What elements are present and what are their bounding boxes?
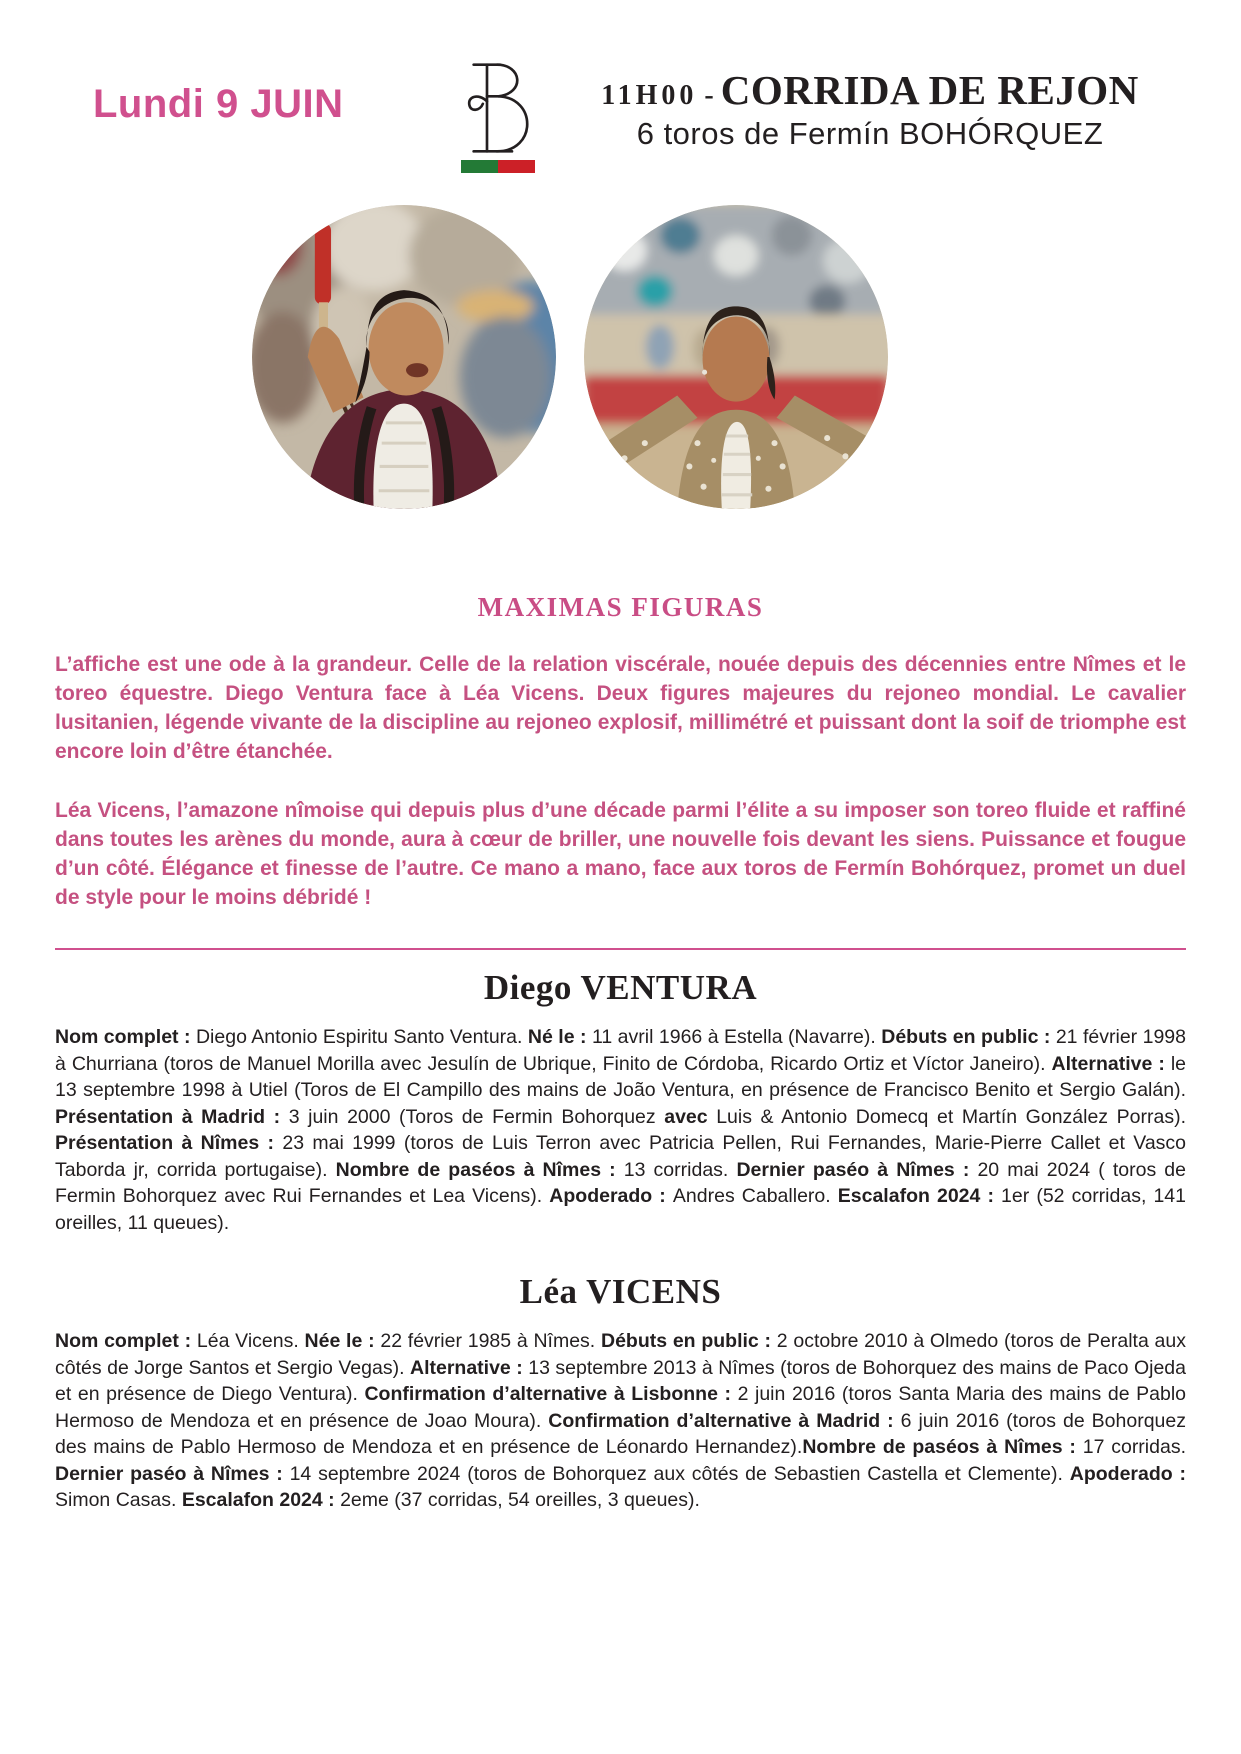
torero-photos [252, 205, 888, 509]
intro-paragraph-1: L’affiche est une ode à la grandeur. Celle de la relation viscérale, nouée depuis des décennies entre Nîmes et le toreo équestre. Diego Ventura face à Léa Vicens. Deux figures majeures du rejoneo mondial. Le cavalier lusitanien, légende vivante de la discipline au rejoneo explosif, millimétré et puissant dont la soif de triomphe est encore loin d’être étanchée. [55, 653, 1186, 763]
flag-red-half [498, 160, 535, 173]
event-subtitle: 6 toros de Fermín BOHÓRQUEZ [636, 116, 1104, 151]
photo-lea-vicens [584, 205, 888, 509]
event-date: Lundi 9 JUIN [93, 82, 344, 126]
intro-paragraph-2: Léa Vicens, l’amazone nîmoise qui depuis plus d’une décade parmi l’élite a su imposer son toreo fluide et raffiné dans toutes les arènes du monde, aura à cœur de briller, une nouvelle fois devant les siens. Puissance et fougue d’un côté. Élégance et finesse de l’autre. Ce mano a mano, face aux toros de Fermín Bohórquez, promet un duel de style pour le moins débridé ! [55, 799, 1186, 909]
bio-name-lea-vicens: Léa VICENS [519, 1272, 722, 1311]
event-title-block [560, 66, 1180, 152]
section-divider [55, 948, 1186, 950]
bohorquez-brand-icon [452, 58, 547, 158]
bio-paragraph-lea-vicens: Nom complet : Léa Vicens. Née le : 22 février 1985 à Nîmes. Débuts en public : 2 octobre 2010 à Olmedo (toros de Peralta aux côtés de Jorge Santos et Sergio Vegas). Alternative : 13 septembre 2013 à Nîmes (toros de Bohorquez des mains de Paco Ojeda et en présence de Diego Ventura). Confirmation d’alternative à Lisbonne : 2 juin 2016 (toros Santa Maria des mains de Pablo Hermoso de Mendoza et en présence de Joao Moura). Confirmation d’alternative à Madrid : 6 juin 2016 (toros de Bohorquez des mains de Pablo Hermoso de Mendoza et en présence de Léonardo Hernandez).Nombre de paséos à Nîmes : 17 corridas. Dernier paséo à Nîmes : 14 septembre 2024 (toros de Bohorquez aux côtés de Sebastien Castella et Clemente). Apoderado : Simon Casas. Escalafon 2024 : 2eme (37 corridas, 54 oreilles, 3 queues). [55, 1330, 1186, 1511]
bio-name-diego-ventura: Diego VENTURA [483, 968, 758, 1007]
ganaderia-flag [461, 160, 535, 173]
bio-paragraph-diego-ventura: Nom complet : Diego Antonio Espiritu Santo Ventura. Né le : 11 avril 1966 à Estella (Navarre). Débuts en public : 21 février 1998 à Churriana (toros de Manuel Morilla avec Jesulín de Ubrique, Finito de Córdoba, Ricardo Ortiz et Víctor Janeiro). Alternative : le 13 septembre 1998 à Utiel (Toros de El Campillo des mains de João Ventura, en présence de Francisco Benito et Sergio Galán). Présentation à Madrid : 3 juin 2000 (Toros de Fermin Bohorquez avec Luis & Antonio Domecq et Martín González Porras). Présentation à Nîmes : 23 mai 1999 (toros de Luis Terron avec Patricia Pellen, Rui Fernandes, Marie-Pierre Callet et Vasco Taborda jr, corrida portugaise). Nombre de paséos à Nîmes : 13 corridas. Dernier paséo à Nîmes : 20 mai 2024 ( toros de Fermin Bohorquez avec Rui Fernandes et Lea Vicens). Apoderado : Andres Caballero. Escalafon 2024 : 1er (52 corridas, 141 oreilles, 11 queues). [55, 1026, 1187, 1234]
photo-diego-ventura [252, 205, 556, 509]
event-title: CORRIDA DE REJON [720, 67, 1139, 113]
event-time: 11H00 [601, 80, 698, 111]
intro-text [55, 650, 1186, 942]
title-dash: - [697, 80, 721, 111]
flag-green-half [461, 160, 498, 173]
bios-section [55, 968, 1186, 1514]
section-heading-maximas-figuras: MAXIMAS FIGURAS [477, 592, 764, 622]
